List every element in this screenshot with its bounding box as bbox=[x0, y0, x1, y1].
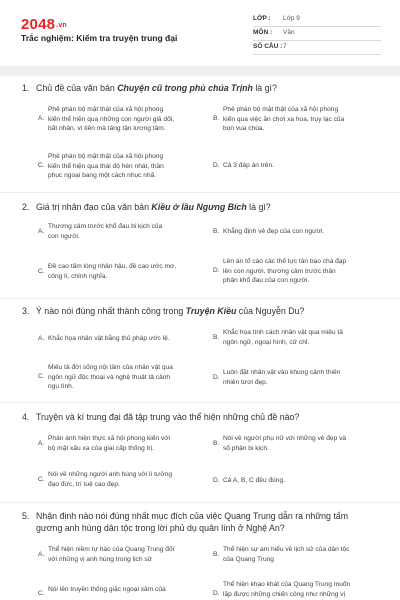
question-3 bbox=[22, 305, 382, 317]
question-5 bbox=[22, 510, 382, 534]
q4-option-d[interactable]: D. Cả A, B, C đều đúng. bbox=[213, 477, 285, 484]
q5-option-a[interactable]: A. Thể hiện niềm tự hào của Quang Trung đối với những vị anh hùng trong lịch sử bbox=[38, 546, 175, 563]
q5-option-d[interactable]: D. Thể hiện khao khát của Quang Trung muốn lặp được những chiến công như những vị bbox=[213, 581, 351, 598]
meta-count-value: 7 bbox=[283, 43, 287, 50]
meta-count-key: SỐ CÂU : bbox=[253, 43, 283, 50]
q2-option-d[interactable]: D. Lên án tố cáo các thế lực tàn bạo chà đạp lên con người, thương cảm trước thân phận khổ đau của con người. bbox=[213, 258, 347, 284]
q3-option-b[interactable]: B. Khắc họa tính cách nhân vật qua miêu tả ngôn ngữ, ngoại hình, cử chỉ. bbox=[213, 329, 343, 346]
q5-option-b[interactable]: B. Thể hiện sự am hiểu về lịch sử của dân tộc của Quang Trung bbox=[213, 546, 350, 563]
q4-option-b[interactable]: B. Nói về người phụ nữ với những vẻ đẹp và số phận bi kịch. bbox=[213, 435, 347, 452]
separator bbox=[0, 298, 400, 299]
q1-option-d[interactable]: D. Cả 3 đáp án trên. bbox=[213, 162, 274, 169]
meta-subject-value: Văn bbox=[283, 29, 295, 36]
site-logo[interactable] bbox=[21, 16, 67, 33]
question-2 bbox=[22, 201, 382, 213]
meta-grade-value: Lớp 9 bbox=[283, 15, 300, 22]
q3-option-a[interactable]: A. Khắc họa nhân vật bằng thủ pháp ước lệ. bbox=[38, 335, 170, 342]
q2-option-a[interactable]: A. Thương cảm trước khổ đau bi kịch của con người. bbox=[38, 223, 163, 240]
question-title: 5. Nhận định nào nói đúng nhất mục đích của việc Quang Trung dẫn ra những tấm bbox=[22, 511, 349, 521]
q4-option-c[interactable]: C. Nói về những người anh hùng với lí tưởng đạo đức, trí tuệ cao đẹp. bbox=[38, 471, 173, 488]
meta-subject-key: MÔN : bbox=[253, 29, 273, 36]
q5-option-c[interactable]: C. Nói lên truyền thống giặc ngoại xâm của bbox=[38, 586, 166, 597]
question-title: 4. Truyện và kí trung đại đã tập trung vào thể hiện những chủ đề nào? bbox=[22, 412, 300, 422]
q3-option-c[interactable]: C. Miêu tả đời sống nội tâm của nhân vật qua ngôn ngữ độc thoại và nghệ thuật tả cảnh ngụ tình. bbox=[38, 364, 173, 390]
header-divider bbox=[0, 66, 400, 76]
separator bbox=[0, 502, 400, 503]
question-title-line-2: gương anh hùng dân tộc trong lời phủ dụ quân lính ở Nghệ An? bbox=[36, 523, 285, 533]
page-header bbox=[0, 0, 400, 64]
separator bbox=[0, 402, 400, 403]
q1-option-b[interactable]: B. Phê phán bộ mặt thật của xã hội phong kiến qua việc ăn chơi xa hoa, trụy lạc của bọn vua chúa. bbox=[213, 106, 345, 132]
question-title: 3. Ý nào nói đúng nhất thành công trong Truyện Kiều của Nguyễn Du? bbox=[22, 306, 305, 316]
q2-option-c[interactable]: C. Đề cao tấm lòng nhân hậu, đề cao ước mơ, công lí, chính nghĩa. bbox=[38, 263, 177, 280]
q1-option-c[interactable]: C. Phê phán bộ mặt thật của xã hội phong kiến thể hiện qua thái độ hèn nhát, thần phục ngoại bang một cách nhục nhã. bbox=[38, 153, 164, 179]
separator bbox=[0, 192, 400, 193]
question-1 bbox=[22, 82, 382, 94]
q3-option-d[interactable]: D. Luôn đặt nhân vật vào khung cảnh thiên nhiên tươi đẹp. bbox=[213, 369, 341, 386]
q1-option-a[interactable]: A. Phê phán bộ mặt thật của xã hội phong kiến thể hiện qua những con người giả dối, bất nhân, vì tiền mà táng tận lương tâm. bbox=[38, 106, 175, 132]
logo-main: 2048 bbox=[21, 16, 56, 33]
question-title: 1. Chủ đề của văn bản Chuyện cũ trong phủ chúa Trịnh là gì? bbox=[22, 83, 277, 93]
question-title: 2. Giá trị nhân đạo của văn bản Kiều ở lầu Ngưng Bích là gì? bbox=[22, 202, 271, 212]
quiz-title: Trắc nghiệm: Kiểm tra truyện trung đại bbox=[21, 33, 178, 43]
logo-suffix: .vn bbox=[56, 22, 67, 29]
meta-grade-key: LỚP : bbox=[253, 15, 271, 22]
q2-option-b[interactable]: B. Khẳng định vẻ đẹp của con người. bbox=[213, 228, 325, 235]
question-4 bbox=[22, 411, 382, 423]
q4-option-a[interactable]: A. Phản ánh hiện thực xã hội phong kiến với bộ mặt xấu xa của giai cấp thống trị. bbox=[38, 435, 171, 452]
